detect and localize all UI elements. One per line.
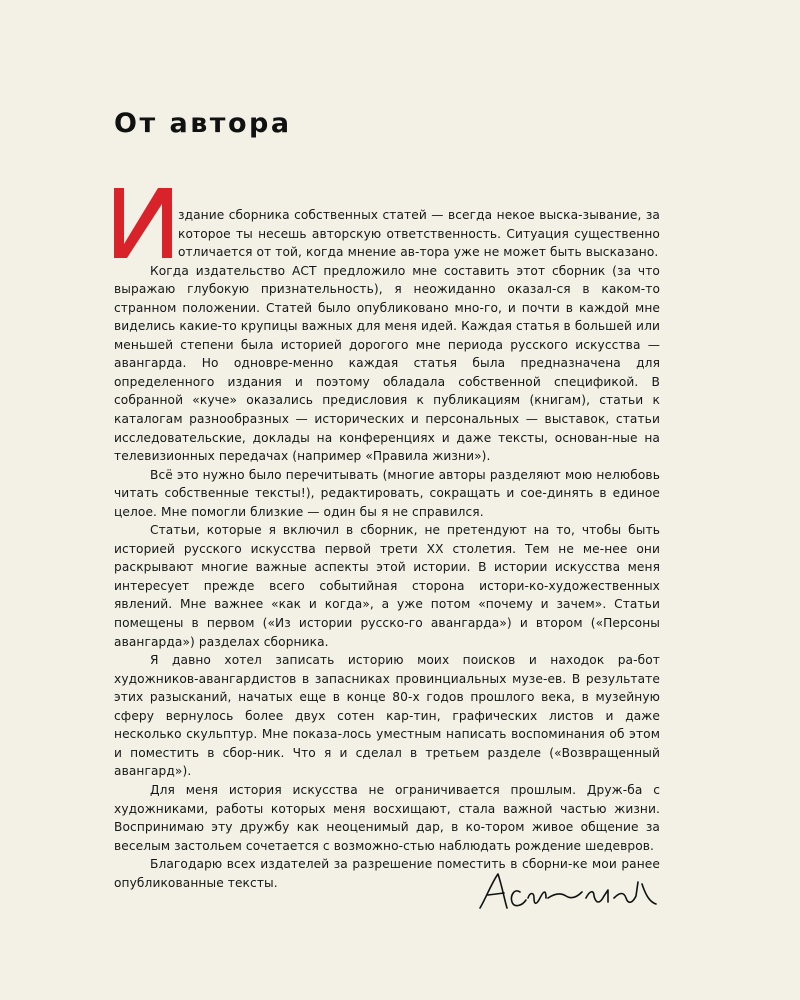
paragraph-1 — [114, 206, 660, 262]
paragraph-6: Для меня история искусства не ограничивается прошлым. Друж-ба с художниками, работы которых меня восхищают, стала важной частью жизни. Воспринимаю эту дружбу как неоценимый дар, в ко-тором живое общение за веселым застольем сочетается с возможно-стью наблюдать рождение шедевров. — [114, 782, 660, 853]
paragraph-text: здание сборника собственных статей — всегда некое выска-зывание, за которое ты несешь авторскую ответственность. Ситуация существенно отличается от той, когда мнение ав-тора уже не может быть высказано. — [178, 208, 660, 260]
paragraph-4: Статьи, которые я включил в сборник, не претендуют на то, чтобы быть историей русского искусства первой трети XX столетия. Тем не ме-нее они раскрывают многие важные аспекты этой истории. В истории искусства меня интересует прежде всего событийная сторона истори-ко-художественных явлений. Мне важнее «как и когда», а уже потом «почему и зачем». Статьи помещены в первом («Из истории русско-го авангарда») и втором («Персоны авангарда») разделах сборника. — [114, 523, 660, 649]
page-title: От автора — [114, 108, 292, 139]
article-body — [114, 206, 660, 892]
paragraph-2: Когда издательство АСТ предложило мне составить этот сборник (за что выражаю глубокую признательность), я неожиданно оказал-ся в каком-то странном положении. Статей было опубликовано мно-го, и почти в каждой мне виделись какие-то крупицы важных для меня идей. Каждая статья в большей или меньшей степени была историей дорогого мне периода русского искусства — авангарда. Но одновре-менно каждая статья была предназначена для определенного издания и поэтому обладала собственной спецификой. В собранной «куче» оказались предисловия к публикациям (книгам), статьи к каталогам разнообразных — исторических и персональных — выставок, статьи исследовательские, доклады на конференциях и даже тексты, основан-ные на телевизионных передачах (например «Правила жизни»). — [114, 263, 660, 464]
drop-cap — [114, 188, 172, 258]
paragraph-3: Всё это нужно было перечитывать (многие авторы разделяют мою нелюбовь читать собственные тексты!), редактировать, сокращать и сое-динять в единое целое. Мне помогли близкие — один бы я не справился. — [114, 467, 660, 519]
paragraph-5: Я давно хотел записать историю моих поисков и находок ра-бот художников-авангардистов в запасниках провинциальных музе-ев. В результате этих разысканий, начатых еще в конце 80-х годов прошлого века, в музейную сферу вернулось более двух сотен кар-тин, графических листов и даже несколько скульптур. Мне показа-лось уместным написать воспоминания об этом и поместить в сбор-ник. Что я и сделал в третьем разделе («Возвращенный авангард»). — [114, 653, 660, 779]
author-signature — [474, 868, 664, 918]
paragraph-7: Благодарю всех издателей за разрешение поместить в сборни-ке мои ранее опубликованные тексты. — [114, 857, 660, 890]
